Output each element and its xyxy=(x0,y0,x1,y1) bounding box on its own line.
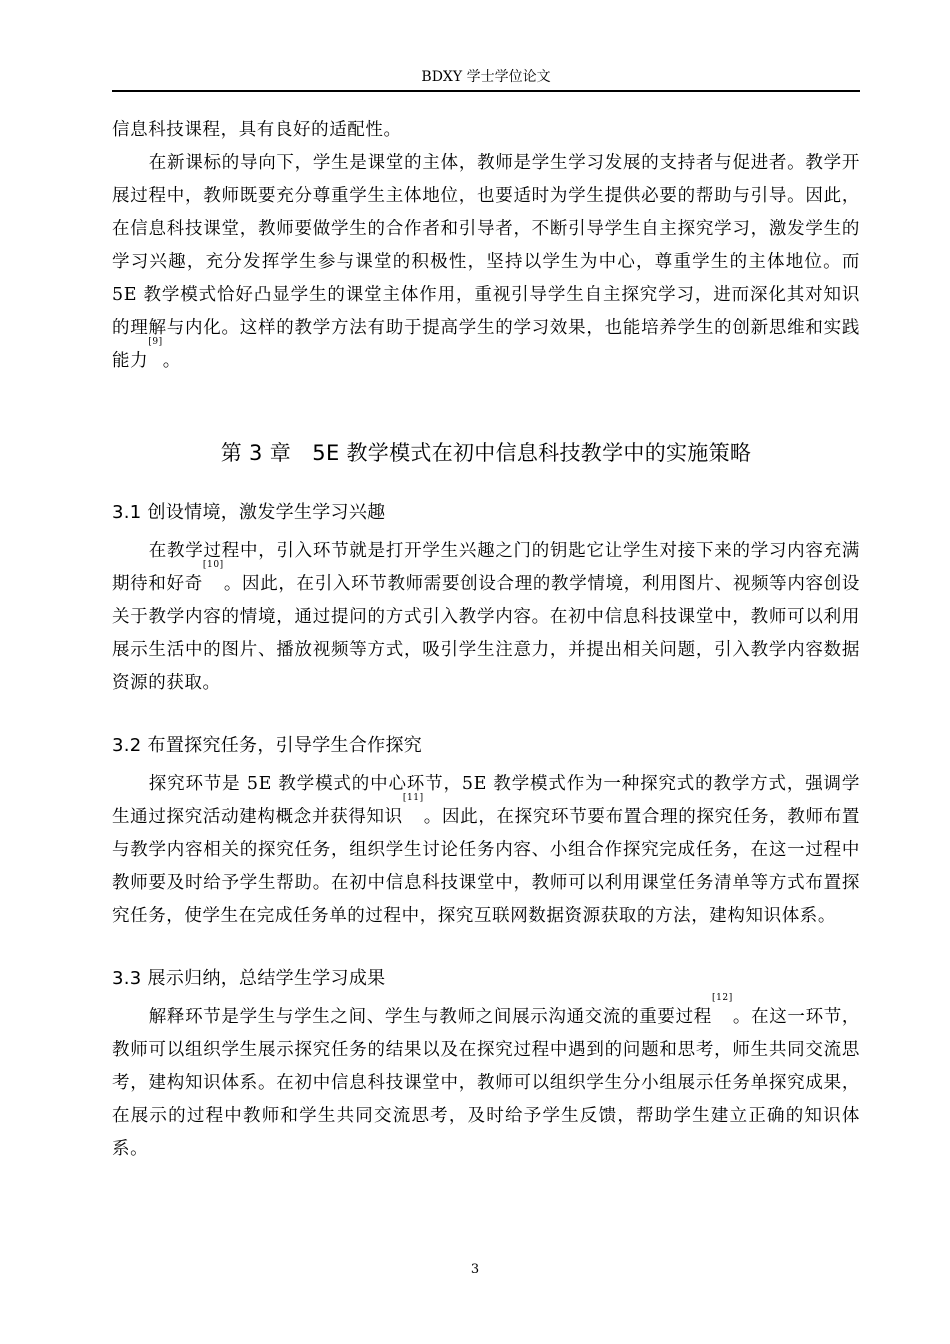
section-paragraph xyxy=(112,993,860,1166)
page-number: 3 xyxy=(470,1262,480,1277)
citation-ref: [10] xyxy=(202,560,224,570)
section-text: 。因此，在引入环节教师需要创设合理的教学情境，利用图片、视频等内容创设关于教学内容的情境，通过提问的方式引入教学内容。在初中信息科技课堂中，教师可以利用展示生活中的图片、播放视频等方式，吸引学生注意力，并提出相关问题，引入教学内容数据资源的获取。 xyxy=(112,574,860,693)
section-text: 。因此，在探究环节要布置合理的探究任务，教师布置与教学内容相关的探究任务，组织学生讨论任务内容、小组合作探究完成任务，在这一过程中教师要及时给予学生帮助。在初中信息科技课堂中，教师可以利用课堂任务清单等方式布置探究任务，使学生在完成任务单的过程中，探究互联网数据资源获取的方法，建构知识体系。 xyxy=(112,807,860,926)
section-3-2 xyxy=(112,732,860,933)
section-paragraph xyxy=(112,535,860,700)
intro-paragraph-2-end: 。 xyxy=(162,351,181,371)
section-3-1 xyxy=(112,499,860,700)
section-heading: 3.3 展示归纳，总结学生学习成果 xyxy=(112,968,386,989)
section-text: 解释环节是学生与学生之间、学生与教师之间展示沟通交流的重要过程 xyxy=(148,1007,712,1027)
section-text: 在教学过程中，引入环节就是打开学生兴趣之门的钥匙它让学生对接下来的学习内容充满期待和好奇 xyxy=(112,541,860,594)
page-body xyxy=(112,114,860,1166)
section-3-3 xyxy=(112,965,860,1166)
section-heading: 3.1 创设情境，激发学生学习兴趣 xyxy=(112,502,386,523)
running-header: BDXY 学士学位论文 xyxy=(112,66,860,92)
citation-ref: [12] xyxy=(711,993,733,1003)
citation-ref: [11] xyxy=(402,793,424,803)
intro-paragraph-2 xyxy=(112,147,860,378)
citation-ref: [9] xyxy=(148,337,163,347)
chapter-title: 第 3 章 5E 教学模式在初中信息科技教学中的实施策略 xyxy=(220,441,752,465)
section-paragraph xyxy=(112,768,860,933)
section-text: 探究环节是 5E 教学模式的中心环节，5E 教学模式作为一种探究式的教学方式，强调学生通过探究活动建构概念并获得知识 xyxy=(112,774,860,827)
intro-paragraph-1: 信息科技课程，具有良好的适配性。 xyxy=(112,120,402,140)
section-text: 。在这一环节，教师可以组织学生展示探究任务的结果以及在探究过程中遇到的问题和思考，师生共同交流思考，建构知识体系。在初中信息科技课堂中，教师可以组织学生分小组展示任务单探究成果，在展示的过程中教师和学生共同交流思考，及时给予学生反馈，帮助学生建立正确的知识体系。 xyxy=(112,1007,860,1159)
intro-paragraph-2-text: 在新课标的导向下，学生是课堂的主体，教师是学生学习发展的支持者与促进者。教学开展过程中，教师既要充分尊重学生主体地位，也要适时为学生提供必要的帮助与引导。因此，在信息科技课堂，教师要做学生的合作者和引导者，不断引导学生自主探究学习，激发学生的学习兴趣，充分发挥学生参与课堂的积极性，坚持以学生为中心，尊重学生的主体地位。而 5E 教学模式恰好凸显学生的课堂主体作用，重视引导学生自主探究学习，进而深化其对知识的理解与内化。这样的教学方法有助于提高学生的学习效果，也能培养学生的创新思维和实践能力 xyxy=(112,153,860,371)
section-heading: 3.2 布置探究任务，引导学生合作探究 xyxy=(112,735,423,756)
